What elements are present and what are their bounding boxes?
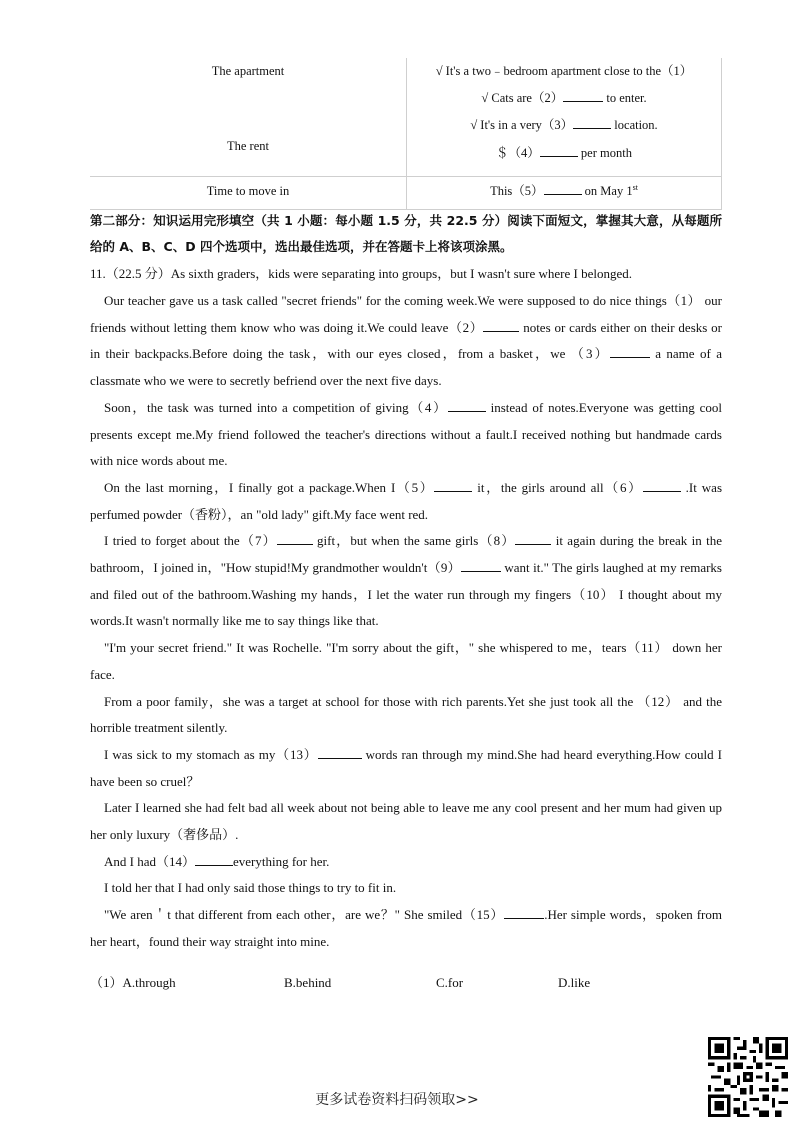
blank-passage-9 (461, 560, 501, 572)
table-row-rent (90, 148, 722, 177)
option-b[interactable]: B.behind (284, 975, 332, 990)
apartment-line-1: √ It's a two﹣bedroom apartment close to the（1） (435, 64, 693, 78)
blank-passage-5 (434, 480, 472, 492)
footer-scan-text: 更多试卷资料扫码领取>> (315, 1092, 479, 1108)
blank-passage-14 (195, 854, 233, 866)
paragraph-6: From a poor family，she was a target at school for those with rich parents.Yet she just took all the （12） and the horrible treatment silently. (90, 693, 722, 736)
blank-passage-13 (318, 747, 362, 759)
blank-passage-7 (277, 533, 313, 545)
blank-passage-3 (610, 346, 650, 358)
blank-passage-6 (643, 480, 681, 492)
rent-label: The rent (227, 139, 269, 153)
option-a[interactable]: （1）A.through (90, 975, 176, 990)
cloze-passage (90, 288, 722, 956)
paragraph-3: On the last morning，I finally got a package.When I（5） it，the girls around all（6） .It was perfumed powder（香粉），an "old lady" gift.My face went red. (90, 479, 722, 522)
apartment-info-table (90, 58, 722, 210)
qr-code-icon (708, 1037, 788, 1117)
paragraph-5: "I'm your secret friend." It was Rochelle. "I'm sorry about the gift，" she whispered to me，tears（11） down her face. (90, 640, 722, 682)
table-row-move-in (90, 177, 722, 210)
apartment-line-3: √ It's in a very（3） location. (470, 118, 658, 132)
blank-5 (544, 183, 582, 195)
blank-passage-4 (448, 400, 486, 412)
option-c[interactable]: C.for (436, 975, 464, 990)
move-in-label: Time to move in (206, 184, 290, 198)
rent-value: ＄（4） per month (496, 146, 632, 160)
paragraph-2: Soon，the task was turned into a competition of giving（4） instead of notes.Everyone was getting cool presents except me.My friend followed the teacher's directions without a fault.I received nothing but handmade cards with nice words about me. (90, 399, 722, 469)
blank-4 (540, 145, 578, 157)
blank-2 (563, 90, 603, 102)
option-d[interactable]: D.like (558, 975, 591, 990)
apartment-label: The apartment (211, 64, 285, 78)
question-intro: 11.（22.5 分）As sixth graders，kids were separating into groups，but I wasn't sure where I belonged. (90, 266, 632, 281)
paragraph-7: I was sick to my stomach as my（13） words ran through my mind.She had heard everything.How could I have been so cruel？ (90, 746, 722, 789)
blank-3 (573, 117, 611, 129)
paragraph-1: Our teacher gave us a task called "secret friends" for the coming week.We were supposed to do nice things（1） our friends without letting them know who was doing it.We could leave（2） notes or cards either on their desks or in their backpacks.Before doing the task，with our eyes closed，from a basket，we （3） a name of a classmate who we were to secretly befriend over the next five days. (90, 293, 722, 389)
section-heading: 第二部分：知识运用完形填空（共 1 小题：每小题 1.5 分，共 22.5 分）阅读下面短文，掌握其大意，从每题所给的 A、B、C、D 四个选项中，选出最佳选项，并在答题卡上将该项涂黑。 (90, 213, 722, 254)
apartment-line-2: √ Cats are（2） to enter. (481, 91, 647, 105)
paragraph-8: Later I learned she had felt bad all week about not being able to leave me any cool present and her mum had given up her only luxury（奢侈品）. (90, 800, 722, 843)
paragraph-10: I told her that I had only said those things to try to fit in. (104, 880, 397, 896)
blank-passage-2 (483, 320, 519, 332)
paragraph-9: And I had（14） everything for her. (104, 853, 330, 869)
paragraph-4: I tried to forget about the（7） gift，but when the same girls（8） it again during the break in the bathroom，I joined in，"How stupid!My grandmother wouldn't（9） want it." The girls laughed at my remarks and filed out of the bathroom.Washing my hands，I let the water run through my fingers（10） I thought about my words.It wasn't normally like me to say things like that. (90, 533, 722, 629)
blank-passage-15 (504, 907, 544, 919)
paragraph-11: "We aren＇t that different from each other，are we？" She smiled（15） .Her simple words，spoken from her heart，found their way straight into mine. (90, 907, 722, 949)
table-row-apartment (90, 58, 722, 148)
answer-options (90, 972, 722, 994)
blank-passage-8 (515, 533, 551, 545)
move-in-value: This（5） on May 1st (490, 182, 638, 198)
